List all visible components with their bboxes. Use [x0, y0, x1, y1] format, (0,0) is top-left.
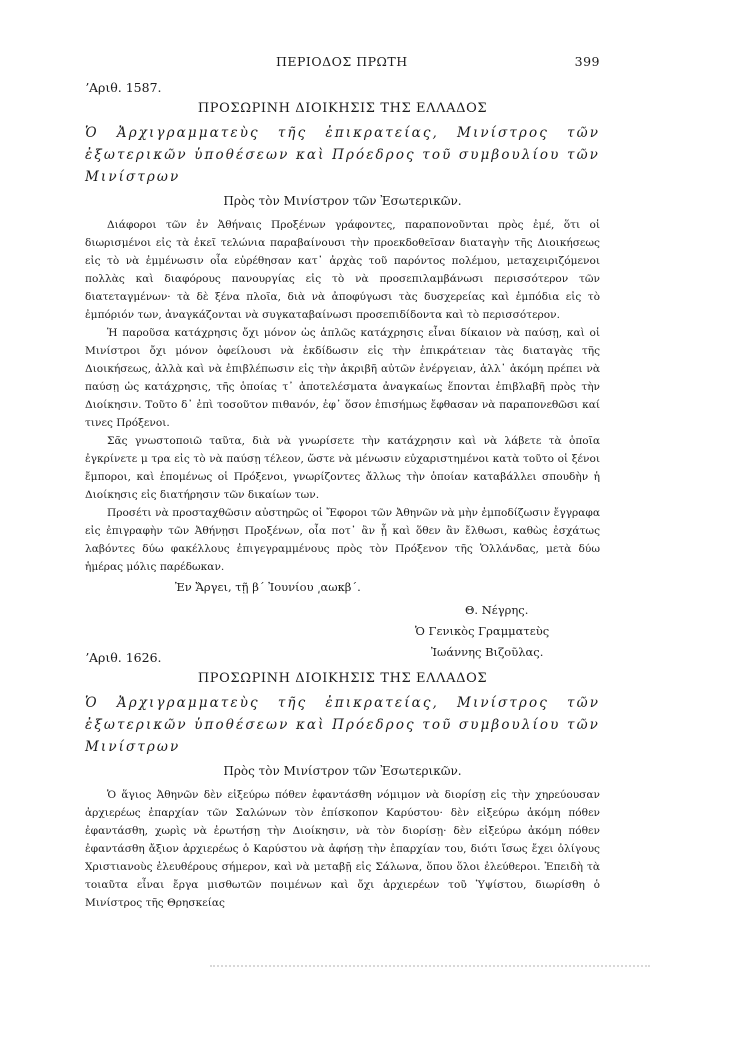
- document-heading: ΠΡΟΣΩΡΙΝΗ ΔΙΟΙΚΗΣΙΣ ΤΗΣ ΕΛΛΑΔΟΣ: [197, 101, 488, 116]
- show-through-bleed: [210, 965, 650, 970]
- recipient-line: Πρὸς τὸν Μινίστρον τῶν Ἐσωτερικῶν.: [223, 764, 462, 778]
- paragraph: Ἡ παροῦσα κατάχρησις ὄχι μόνον ὡς ἁπλῶς κατάχρησις εἶναι δίκαιον νὰ παύσῃ, καὶ οἱ Μινίστροι ὄχι μόνον ὀφείλουσι νὰ ἐκδίδωσιν εἰς τὴν ἐπικράτειαν τὰς διαταγὰς τῆς Διοικήσεως, ἀλλὰ καὶ νὰ ἐπιβλέπωσιν εἰς τὴν ἀκριβῆ αὐτῶν ἐνέργειαν, ἀλλ᾽ ἀκόμη πρέπει νὰ παύσῃ ὡς κατάχρησις, τῆς ὁποίας τ᾽ ἀποτελέσματα ἀναγκαίως ἕπονται ἐπιβλαβῆ πρὸς τὴν Διοίκησιν. Τοῦτο δ᾽ ἐπὶ τοσοῦτον πιθανόν, ἐφ᾽ ὅσον ἐπισήμως ἔφθασαν νὰ παραπονεθῶσι καί τινες Πρόξενοι.: [85, 327, 600, 429]
- document-number: ʼΑριθ. 1587.: [85, 80, 162, 95]
- paragraph: Διάφοροι τῶν ἐν Ἀθήναις Προξένων γράφοντες, παραπονοῦνται πρὸς ἐμέ, ὅτι οἱ διωρισμένοι εἰς τὰ ἐκεῖ τελώνια παραβαίνουσι τὴν προεκδοθεῖσαν διαταγὴν τῆς Διοικήσεως εἰς τὸ νὰ ἐμμένωσιν οἷα εὑρέθησαν κατ᾽ ἀρχὰς τοῦ παρόντος πολέμου, μεταχειριζόμενοι πολλὰς καὶ διαφόρους πανουργίας εἰς τὸ νὰ προσεπιλαμβάνωσι περισσότερον τῶν διατεταγμένων· τὰ δὲ ξένα πλοῖα, διὰ νὰ ἀποφύγωσι τὰς δυσχερείας καὶ ἐμπόδια εἰς τὸ ἐμπόριόν των, ἀναγκάζονται νὰ συγκαταβαίνωσι προσεπιδίδοντα καὶ τὸ περισσότερον.: [85, 219, 600, 321]
- sender-title: Ὁ Ἀρχιγραμματεὺς τῆς ἐπικρατείας, Μινίστρος τῶν ἐξωτερικῶν ὑποθέσεων καὶ Πρόεδρος τοῦ συμβουλίου τῶν Μινίστρων: [85, 125, 600, 185]
- recipient-line: Πρὸς τὸν Μινίστρον τῶν Ἐσωτερικῶν.: [223, 194, 462, 208]
- paragraph: Σᾶς γνωστοποιῶ ταῦτα, διὰ νὰ γνωρίσετε τὴν κατάχρησιν καὶ νὰ λάβετε τὰ ὁποῖα ἐγκρίνετε μ τρα εἰς τὸ νὰ παύσῃ τέλεον, ὥστε νὰ μένωσιν εὐχαριστημένοι κατὰ τοῦτο οἱ ξένοι ἔμποροι, καὶ ἑπομένως οἱ Πρόξενοι, γνωρίζοντες ἄλλως τὴν ὁποίαν καταβάλλει σπουδὴν ἡ Διοίκησις εἰς διατήρησιν τῶν δικαίων των.: [85, 435, 600, 501]
- running-title: ΠΕΡΙΟΔΟΣ ΠΡΩΤΗ: [276, 54, 408, 69]
- paragraph: Ὁ ἅγιος Ἀθηνῶν δὲν εἰξεύρω πόθεν ἐφαντάσθη νόμιμον νὰ διορίσῃ εἰς τὴν χηρεύουσαν ἀρχιερέως ἐπαρχίαν τῶν Σαλώνων τὸν ἐπίσκοπον Καρύστου· δὲν εἰξεύρω ἀκόμη πόθεν ἐφαντάσθη, χωρὶς νὰ ἐρωτήσῃ τὴν Διοίκησιν, νὰ τὸν διορίσῃ· δὲν εἰξεύρω ἀκόμη πόθεν ἐφαντάσθη ἄξιον ἀρχιερέως ὁ Καρύστου νὰ ἀφήσῃ τὴν ἐπαρχίαν του, διότι ἴσως ἔχει ὀλίγους Χριστιανοὺς ἐλευθέρους σήμερον, καὶ νὰ μεταβῇ εἰς Σάλωνα, ὅπου ὅλοι ἐλεύθεροι. Ἐπειδὴ τὰ τοιαῦτα εἶναι ἔργα μισθωτῶν ποιμένων καὶ ὄχι ἀρχιερέων τοῦ Ὑψίστου, διωρίσθη ὁ Μινίστρος τῆς Θρησκείας: [85, 789, 600, 909]
- signatory-title: Ὁ Γενικὸς Γραμματεὺς: [415, 624, 550, 638]
- document-1587: [85, 80, 600, 663]
- sender-title: Ὁ Ἀρχιγραμματεὺς τῆς ἐπικρατείας, Μινίστρος τῶν ἐξωτερικῶν ὑποθέσεων καὶ Πρόεδρος τοῦ συμβουλίου τῶν Μινίστρων: [85, 695, 600, 755]
- document-1626: [85, 650, 600, 912]
- place-date: Ἐν Ἄργει, τῇ β΄ Ἰουνίου ͵αωκβ΄.: [175, 580, 361, 594]
- signatory-name: Ἰωάννης Βιζοῦλας.: [431, 645, 544, 659]
- page-number: 399: [574, 54, 600, 69]
- signatory-name: Θ. Νέγρης.: [465, 603, 529, 617]
- document-number: ʼΑριθ. 1626.: [85, 650, 162, 665]
- document-heading: ΠΡΟΣΩΡΙΝΗ ΔΙΟΙΚΗΣΙΣ ΤΗΣ ΕΛΛΑΔΟΣ: [197, 671, 488, 686]
- paragraph: Προσέτι νὰ προσταχθῶσιν αὐστηρῶς οἱ Ἔφοροι τῶν Ἀθηνῶν νὰ μὴν ἐμποδίζωσιν ἔγγραφα εἰς ἐπιγραφὴν τῶν Ἀθήνῃσι Προξένων, οἷα ποτ᾽ ἂν ᾖ καὶ ὅθεν ἂν ἔλθωσι, καθὼς ἐσχάτως λαβόντες δύω φακέλλους ἐπιγεγραμμένους πρὸς τὸν Πρόξενον τῆς Ὁλλάνδας, μετὰ δύω ἡμέρας μόλις παρέδωκαν.: [85, 507, 600, 573]
